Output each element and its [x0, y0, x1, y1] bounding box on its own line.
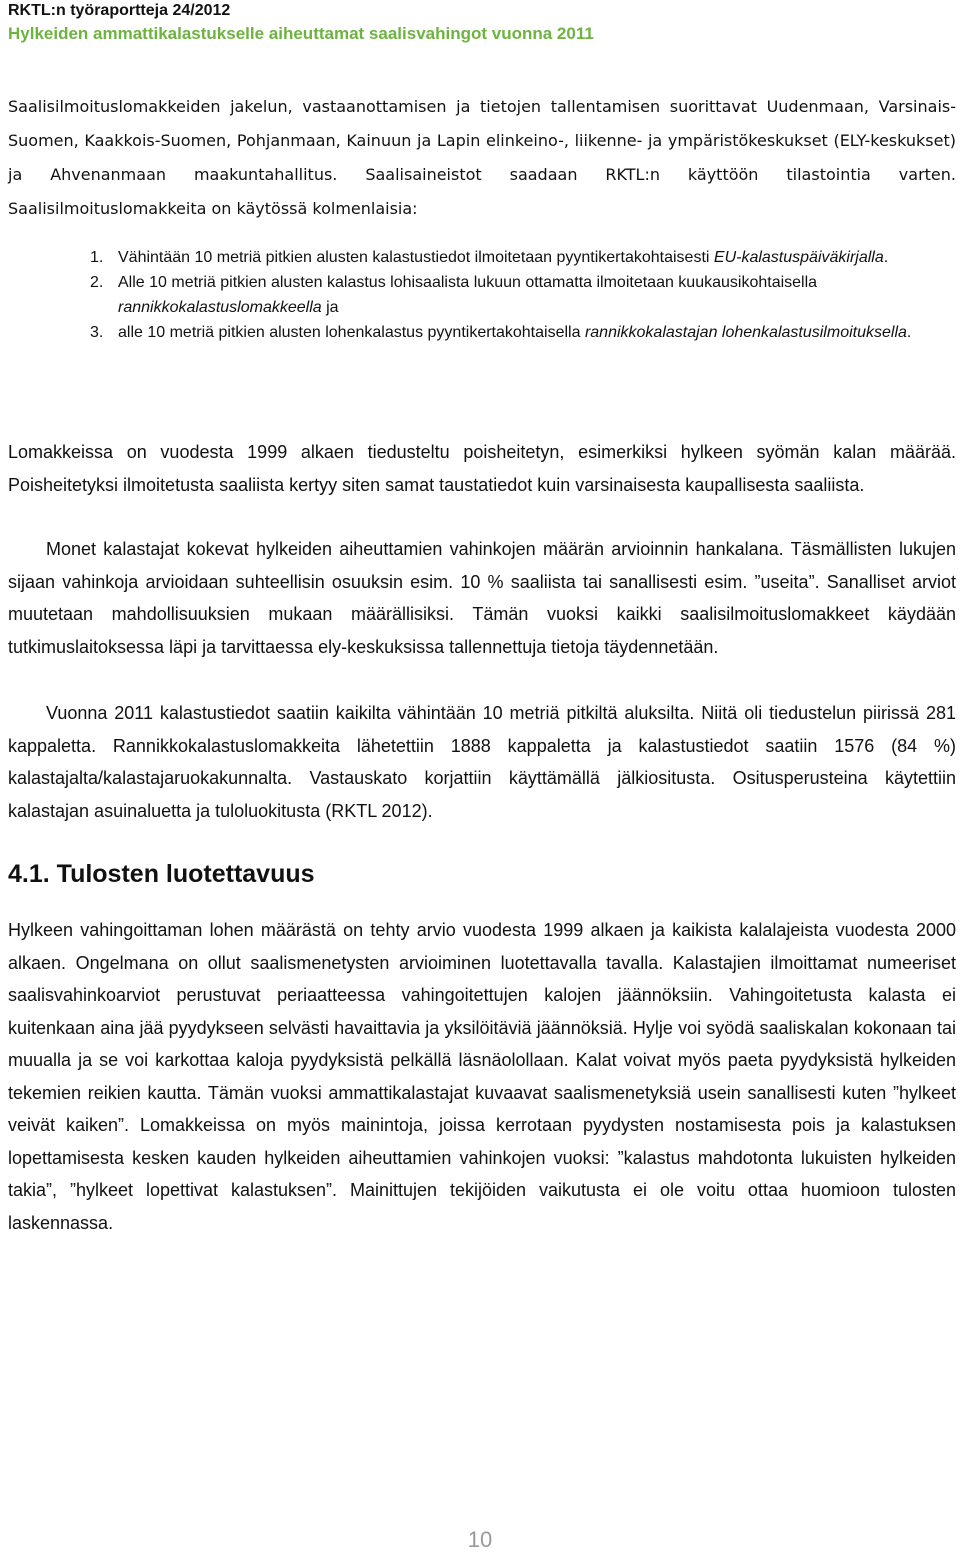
list-item: [8, 245, 948, 270]
section-number: 4.1.: [8, 860, 50, 888]
paragraph-reliability: Hylkeen vahingoittaman lohen määrästä on tehty arvio vuodesta 1999 alkaen ja kaikista kalalajeista vuodesta 2000 alkaen. Ongelmana on ollut saalismenetysten arvioiminen luotettavalla tavalla. Kalastajien ilmoittamat numeeriset saalisvahinkoarviot perustuvat periaatteessa vahingoitettujen kalojen jäännöksiin. Vahingoitetusta kalasta ei kuitenkaan aina jää pyydykseen selvästi havaittavia ja yksilöitäviä jäännöksiä. Hylje voi syödä saaliskalan kokonaan tai muualla ja se voi karkottaa kaloja pyydyksistä pelkällä läsnäolollaan. Kalat voivat myös paeta pyydyksistä hylkeiden tekemien reikien kautta. Tämän vuoksi ammattikalastajat kuvaavat saalismenetyksiä usein sanallisesti kuten ”hylkeet veivät kaiken”. Lomakkeissa on myös mainintoja, joissa kerrotaan pyydysten nostamisesta pois ja kalastuksen lopettamisesta kesken kauden hylkeiden aiheuttamien vahinkojen vuoksi: ”kalastus mahdotonta lukuisten hylkeiden takia”, ”hylkeet lopettivat kalastuksen”. Mainittujen tekijöiden vaikutusta ei ole voitu ottaa huomioon tulosten laskennassa.: [8, 920, 956, 1233]
list-text: alle 10 metriä pitkien alusten lohenkalastus pyyntikertakohtaisella: [118, 324, 585, 341]
list-item: [8, 270, 948, 320]
intro-paragraph: Saalisilmoituslomakkeiden jakelun, vastaanottamisen ja tietojen tallentamisen suorittavat Uudenmaan, Varsinais-Suomen, Kaakkois-Suomen, Pohjanmaan, Kainuun ja Lapin elinkeino-, liikenne- ja ympäristökeskukset (ELY-keskukset) ja Ahvenanmaan maakuntahallitus. Saalisaineistot saadaan RKTL:n käyttöön tilastointia varten. Saalisilmoituslomakkeita on käytössä kolmenlaisia:: [8, 97, 956, 218]
list-text: Vähintään 10 metriä pitkien alusten kalastustiedot ilmoitetaan pyyntikertakohtaisesti: [118, 249, 714, 266]
form-types-list: [8, 245, 948, 345]
page-number: 10: [467, 1527, 493, 1552]
report-series: RKTL:n työraportteja 24/2012: [8, 2, 231, 19]
section-title: Tulosten luotettavuus: [56, 860, 315, 888]
list-emphasis: EU-kalastuspäiväkirjalla: [713, 249, 884, 266]
list-emphasis: rannikkokalastajan lohenkalastusilmoituksella: [584, 324, 907, 341]
paragraph-2011-data: [8, 697, 956, 827]
list-after: .: [906, 324, 912, 341]
list-emphasis: rannikkokalastuslomakkeella: [118, 299, 322, 316]
list-after: .: [883, 249, 889, 266]
section-heading: [8, 860, 315, 889]
list-number: 2.: [90, 274, 104, 291]
paragraph-discards: Lomakkeissa on vuodesta 1999 alkaen tiedusteltu poisheitetyn, esimerkiksi hylkeen syömän kalan määrää. Poisheitetyksi ilmoitetusta saaliista kertyy siten samat taustatiedot kuin varsinaisesta kaupallisesta saaliista.: [8, 442, 956, 495]
list-item: [8, 320, 948, 345]
report-title: Hylkeiden ammattikalastukselle aiheuttamat saalisvahingot vuonna 2011: [8, 24, 594, 43]
list-text: Alle 10 metriä pitkien alusten kalastus lohisaalista lukuun ottamatta ilmoitetaan kuukausikohtaisella: [118, 274, 818, 291]
paragraph-estimates-text: Monet kalastajat kokevat hylkeiden aiheuttamien vahinkojen määrän arvioinnin hankalana. Täsmällisten lukujen sijaan vahinkoja arvioidaan suhteellisin osuuksin esim. 10 % saaliista tai sanallisesti esim. ”useita”. Sanalliset arviot muutetaan mahdollisuuksien mukaan määrällisiksi. Tämän vuoksi kaikki saalisilmoituslomakkeet käydään tutkimuslaitoksessa läpi ja tarvittaessa ely-keskuksissa tallennettuja tietoja täydennetään.: [8, 539, 956, 657]
list-number: 1.: [90, 249, 104, 266]
paragraph-2011-data-text: Vuonna 2011 kalastustiedot saatiin kaikilta vähintään 10 metriä pitkiltä aluksilta. Niitä oli tiedustelun piirissä 281 kappaletta. Rannikkokalastuslomakkeita lähetettiin 1888 kappaletta ja kalastustiedot saatiin 1576 (84 %) kalastajalta/kalastajaruokakunnalta. Vastauskato korjattiin käyttämällä jälkiositusta. Ositusperusteina käytettiin kalastajan asuinaluetta ja tuloluokitusta (RKTL 2012).: [8, 703, 956, 821]
list-after: ja: [321, 299, 339, 316]
list-number: 3.: [90, 324, 104, 341]
paragraph-estimates: [8, 533, 956, 663]
